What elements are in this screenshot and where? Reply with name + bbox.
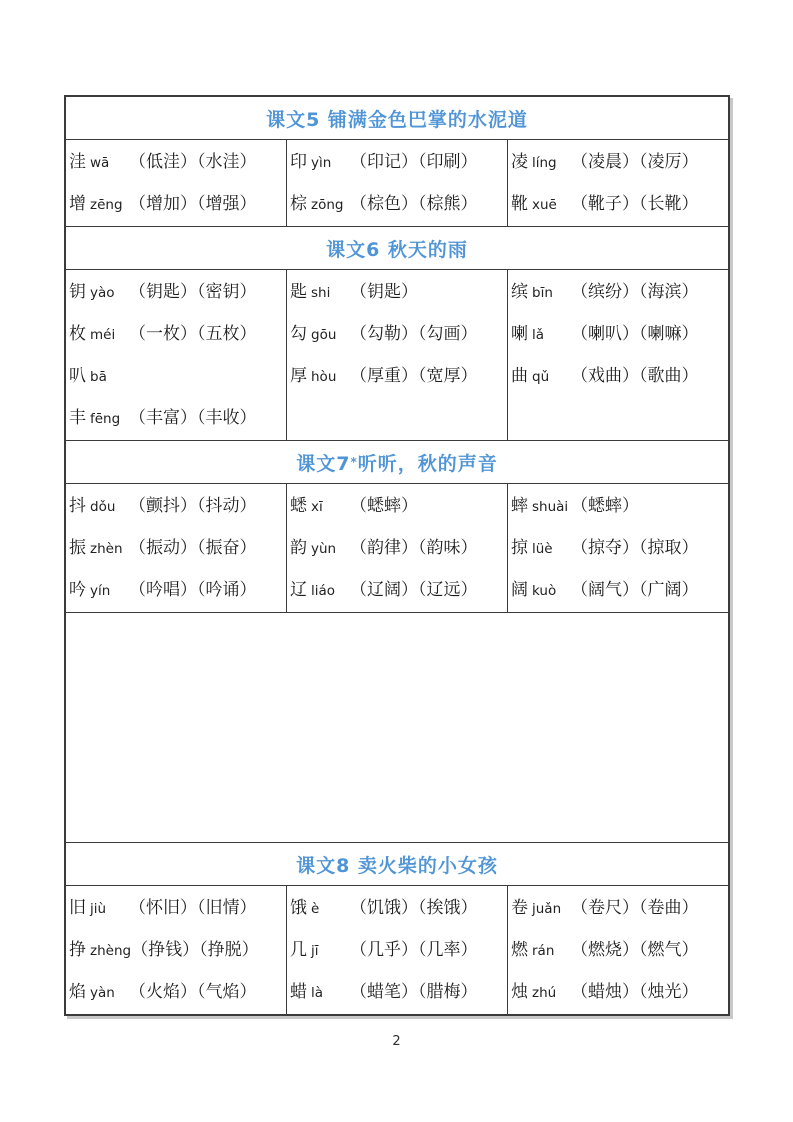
pinyin-text: xuē [532,197,557,213]
entry-head [290,313,350,356]
vocab-column [286,886,507,1014]
entry-head [290,887,350,930]
vocab-entry [290,355,505,397]
words-text: （钥匙） [350,282,418,302]
vocab-entry [511,313,726,355]
pinyin-text: shuài [532,499,569,515]
hanzi-text: 叭 [69,366,86,386]
vocab-entry [290,971,505,1013]
pinyin-text: lüè [532,541,553,557]
pinyin-text: zōng [311,197,344,213]
words-text: （阔气）（广阔） [571,580,699,600]
vocab-entry [69,485,284,527]
hanzi-text: 饿 [290,898,307,918]
pinyin-text: xī [311,499,323,515]
pinyin-text: yìn [311,155,332,171]
vocabulary-table [64,95,730,1016]
vocab-column [507,270,728,440]
words-text: （喇叭）（喇嘛） [571,324,699,344]
entry-head [511,971,571,1014]
pinyin-text: zhèn [90,541,123,557]
section-title-text: 课文6 秋天的雨 [326,238,468,261]
vocab-entry [69,271,284,313]
entry-head [69,397,129,440]
words-text: （蟋蟀） [350,496,418,516]
words-text: （靴子）（长靴） [571,194,699,214]
hanzi-text: 匙 [290,282,307,302]
vocab-entry [69,569,284,611]
entry-head [511,929,571,972]
words-text: （棕色）（棕熊） [350,194,478,214]
hanzi-text: 挣 [69,940,86,960]
pinyin-text: shi [311,285,331,301]
entry-head [69,569,129,612]
hanzi-text: 棕 [290,194,307,214]
words-text: （几乎）（几率） [350,940,478,960]
section-title-text: 听听，秋的声音 [357,452,498,475]
words-text: （印记）（印刷） [350,152,478,172]
pinyin-text: yín [90,583,111,599]
words-text: （掠夺）（掠取） [571,538,699,558]
entry-head [511,569,571,612]
entry-head [511,355,571,398]
vocab-column [507,140,728,226]
entry-head [69,313,129,356]
entry-head [69,355,129,398]
pinyin-text: rán [532,943,555,959]
entry-head [511,485,571,528]
vocab-entry [69,397,284,439]
entry-head [290,355,350,398]
section-title [66,842,728,885]
words-text: （厚重）（宽厚） [350,366,478,386]
pinyin-text: yàn [90,985,115,1001]
vocab-entry [511,929,726,971]
words-text: （缤纷）（海滨） [571,282,699,302]
words-text: （低洼）（水洼） [129,152,257,172]
pinyin-text: gōu [311,327,337,343]
entry-head [511,527,571,570]
hanzi-text: 蟀 [511,496,528,516]
section-title [66,440,728,483]
words-text: （挣钱）（挣脱） [131,940,259,960]
hanzi-text: 焰 [69,982,86,1002]
vocab-row [66,139,728,226]
section-title-text: 课文7 [296,452,351,475]
hanzi-text: 抖 [69,496,86,516]
entry-head [69,141,129,184]
entry-head [69,183,129,226]
pinyin-text: lǎ [532,327,545,343]
hanzi-text: 凌 [511,152,528,172]
vocab-entry [69,141,284,183]
entry-head [69,971,129,1014]
hanzi-text: 枚 [69,324,86,344]
words-text: （一枚）（五枚） [129,324,257,344]
pinyin-text: wā [90,155,110,171]
vocab-entry [290,887,505,929]
pinyin-text: zhèng [90,943,132,959]
vocab-entry [511,271,726,313]
vocab-entry [69,527,284,569]
vocab-entry [290,485,505,527]
hanzi-text: 几 [290,940,307,960]
hanzi-text: 缤 [511,282,528,302]
vocab-entry [290,313,505,355]
vocab-entry [511,569,726,611]
section-title [66,97,728,139]
vocab-entry [69,929,284,971]
hanzi-text: 勾 [290,324,307,344]
words-text: （蟋蟀） [571,496,639,516]
vocab-entry [511,183,726,225]
vocab-entry [290,569,505,611]
vocab-column [507,484,728,612]
vocab-entry [511,355,726,397]
entry-head [290,141,350,184]
vocab-column [66,484,286,612]
vocab-entry [290,141,505,183]
entry-head [290,271,350,314]
hanzi-text: 韵 [290,538,307,558]
section-title-text: 课文8 卖火柴的小女孩 [296,854,498,877]
entry-head [69,485,129,528]
words-text: （凌晨）（凌厉） [571,152,699,172]
vocab-entry [511,485,726,527]
hanzi-text: 印 [290,152,307,172]
words-text: （怀旧）（旧情） [129,898,257,918]
vocab-column [66,270,286,440]
vocab-row [66,483,728,612]
entry-head [511,271,571,314]
entry-head [511,313,571,356]
pinyin-text: qǔ [532,369,550,385]
entry-head [511,141,571,184]
words-text: （颤抖）（抖动） [129,496,257,516]
pinyin-text: là [311,985,324,1001]
pinyin-text: yào [90,285,115,301]
pinyin-text: fēng [90,411,121,427]
pinyin-text: méi [90,327,116,343]
hanzi-text: 蟋 [290,496,307,516]
words-text: （燃烧）（燃气） [571,940,699,960]
pinyin-text: juǎn [532,901,562,917]
hanzi-text: 辽 [290,580,307,600]
vocab-entry [511,971,726,1013]
page-number: 2 [392,1034,401,1049]
pinyin-text: bīn [532,285,553,301]
hanzi-text: 钥 [69,282,86,302]
hanzi-text: 喇 [511,324,528,344]
vocab-entry [69,355,284,397]
entry-head [290,485,350,528]
entry-head [511,887,571,930]
hanzi-text: 吟 [69,580,86,600]
vocab-row [66,885,728,1014]
hanzi-text: 洼 [69,152,86,172]
vocab-entry [511,527,726,569]
entry-head [290,183,350,226]
vocab-entry [290,527,505,569]
hanzi-text: 振 [69,538,86,558]
pinyin-text: liáo [311,583,336,599]
entry-head [69,887,129,930]
hanzi-text: 蜡 [290,982,307,1002]
entry-head [69,929,131,972]
vocab-column [66,140,286,226]
vocab-column [507,886,728,1014]
pinyin-text: bā [90,369,107,385]
words-text: （卷尺）（卷曲） [571,898,699,918]
words-text: （吟唱）（吟诵） [129,580,257,600]
pinyin-text: jiù [90,901,107,917]
pinyin-text: zēng [90,197,123,213]
entry-head [290,527,350,570]
words-text: （韵律）（韵味） [350,538,478,558]
vocab-column [66,886,286,1014]
words-text: （振动）（振奋） [129,538,257,558]
pinyin-text: zhú [532,985,557,1001]
hanzi-text: 靴 [511,194,528,214]
words-text: （蜡烛）（烛光） [571,982,699,1002]
vocab-row [66,269,728,440]
hanzi-text: 丰 [69,408,86,428]
vocab-entry [69,887,284,929]
hanzi-text: 旧 [69,898,86,918]
words-text: （蜡笔）（腊梅） [350,982,478,1002]
pinyin-text: hòu [311,369,337,385]
words-text: （钥匙）（密钥） [129,282,257,302]
vocab-entry [290,929,505,971]
hanzi-text: 增 [69,194,86,214]
pinyin-text: dǒu [90,499,116,515]
words-text: （勾勒）（勾画） [350,324,478,344]
pinyin-text: jī [311,943,319,959]
words-text: （火焰）（气焰） [129,982,257,1002]
vocab-column [286,484,507,612]
entry-head [69,527,129,570]
entry-head [290,929,350,972]
entry-head [290,971,350,1014]
hanzi-text: 掠 [511,538,528,558]
hanzi-text: 厚 [290,366,307,386]
vocab-entry [290,183,505,225]
section-title [66,226,728,269]
vocab-entry [69,971,284,1013]
vocab-column [286,140,507,226]
section-title-asterisk: * [350,455,358,469]
words-text: （丰富）（丰收） [129,408,257,428]
pinyin-text: è [311,901,320,917]
vocab-column [286,270,507,440]
empty-spacer-row [66,612,728,842]
words-text: （增加）（增强） [129,194,257,214]
pinyin-text: yùn [311,541,337,557]
hanzi-text: 阔 [511,580,528,600]
words-text: （饥饿）（挨饿） [350,898,478,918]
entry-head [511,183,571,226]
vocab-entry [69,313,284,355]
entry-head [69,271,129,314]
entry-head [290,569,350,612]
hanzi-text: 烛 [511,982,528,1002]
vocab-entry [511,887,726,929]
pinyin-text: líng [532,155,557,171]
section-title-text: 课文5 铺满金色巴掌的水泥道 [266,108,528,131]
vocab-entry [290,271,505,313]
pinyin-text: kuò [532,583,557,599]
words-text: （辽阔）（辽远） [350,580,478,600]
hanzi-text: 卷 [511,898,528,918]
vocab-entry [69,183,284,225]
vocab-entry [511,141,726,183]
hanzi-text: 曲 [511,366,528,386]
hanzi-text: 燃 [511,940,528,960]
words-text: （戏曲）（歌曲） [571,366,699,386]
